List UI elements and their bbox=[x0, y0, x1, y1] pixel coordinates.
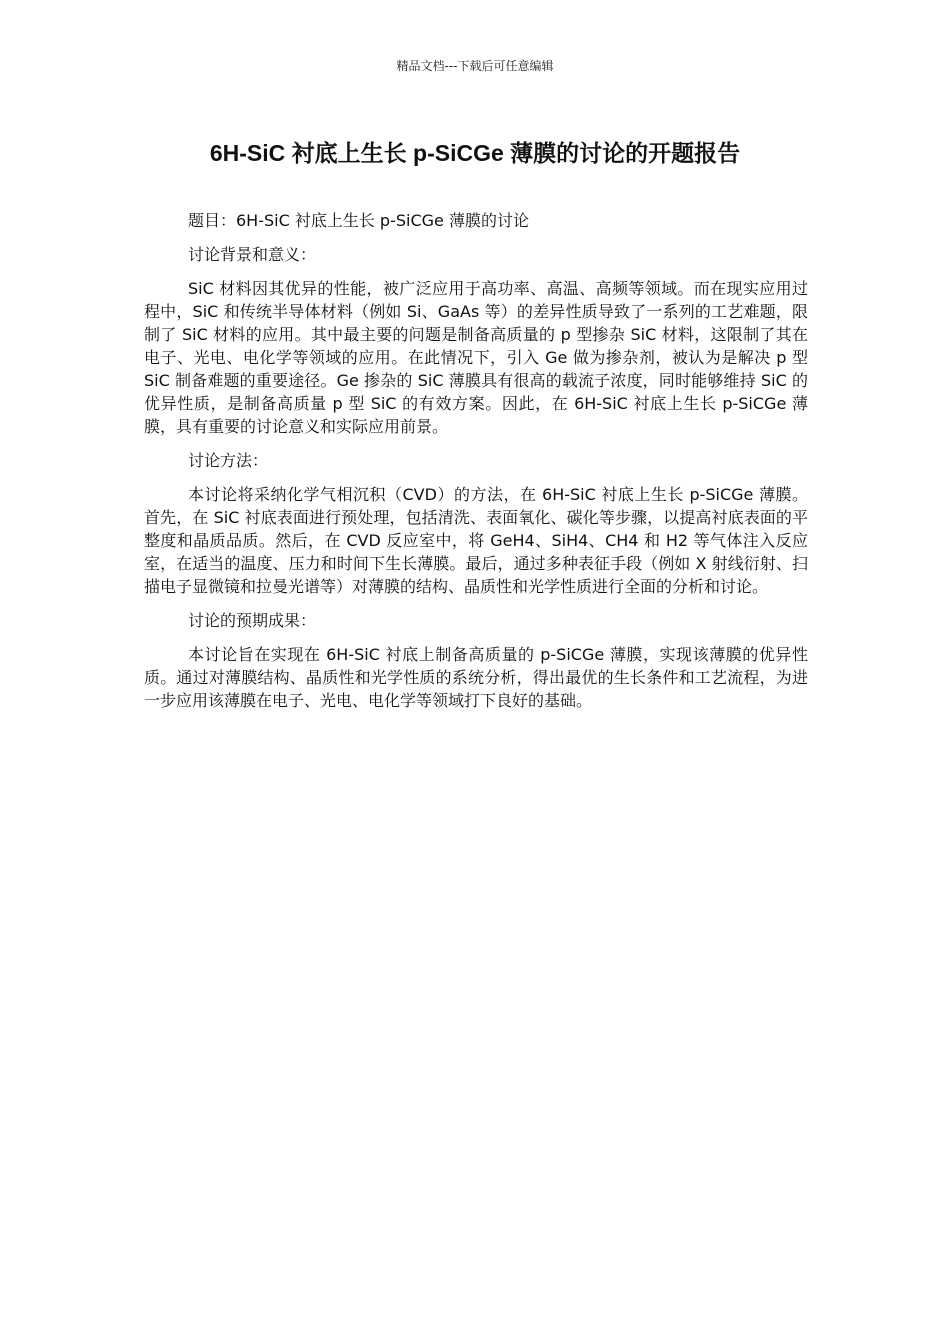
page-header-note: 精品文档---下载后可任意编辑 bbox=[396, 59, 554, 73]
section-heading-method: 讨论方法： bbox=[188, 451, 269, 470]
background-paragraph: SiC 材料因其优异的性能，被广泛应用于高功率、高温、高频等领域。而在现实应用过程中，SiC 和传统半导体材料（例如 Si、GaAs 等）的差异性质导致了一系列的工艺难题，限制了 SiC 材料的应用。其中最主要的问题是制备高质量的 p 型掺杂 SiC 材料，这限制了其在电子、光电、电化学等领域的应用。在此情况下，引入 Ge 做为掺杂剂，被认为是解决 p 型 SiC 制备难题的重要途径。Ge 掺杂的 SiC 薄膜具有很高的载流子浓度，同时能够维持 SiC 的优异性质，是制备高质量 p 型 SiC 的有效方案。因此，在 6H-SiC 衬底上生长 p-SiCGe 薄膜，具有重要的讨论意义和实际应用前景。 bbox=[144, 279, 808, 436]
expected-results-paragraph: 本讨论旨在实现在 6H-SiC 衬底上制备高质量的 p-SiCGe 薄膜，实现该薄膜的优异性质。通过对薄膜结构、晶质性和光学性质的系统分析，得出最优的生长条件和工艺流程，为进一步应用该薄膜在电子、光电、电化学等领域打下良好的基础。 bbox=[144, 645, 808, 710]
method-paragraph: 本讨论将采纳化学气相沉积（CVD）的方法，在 6H-SiC 衬底上生长 p-SiCGe 薄膜。首先，在 SiC 衬底表面进行预处理，包括清洗、表面氧化、碳化等步骤，以提高衬底表面的平整度和晶质品质。然后，在 CVD 反应室中，将 GeH4、SiH4、CH4 和 H2 等气体注入反应室，在适当的温度、压力和时间下生长薄膜。最后，通过多种表征手段（例如 X 射线衍射、扫描电子显微镜和拉曼光谱等）对薄膜的结构、晶质性和光学性质进行全面的分析和讨论。 bbox=[144, 485, 808, 596]
document-body bbox=[144, 209, 808, 723]
topic-line: 题目：6H-SiC 衬底上生长 p-SiCGe 薄膜的讨论 bbox=[188, 211, 529, 230]
document-title: 6H-SiC 衬底上生长 p-SiCGe 薄膜的讨论的开题报告 bbox=[209, 140, 741, 166]
section-heading-expected-results: 讨论的预期成果： bbox=[188, 611, 317, 630]
section-heading-background: 讨论背景和意义： bbox=[188, 245, 317, 264]
